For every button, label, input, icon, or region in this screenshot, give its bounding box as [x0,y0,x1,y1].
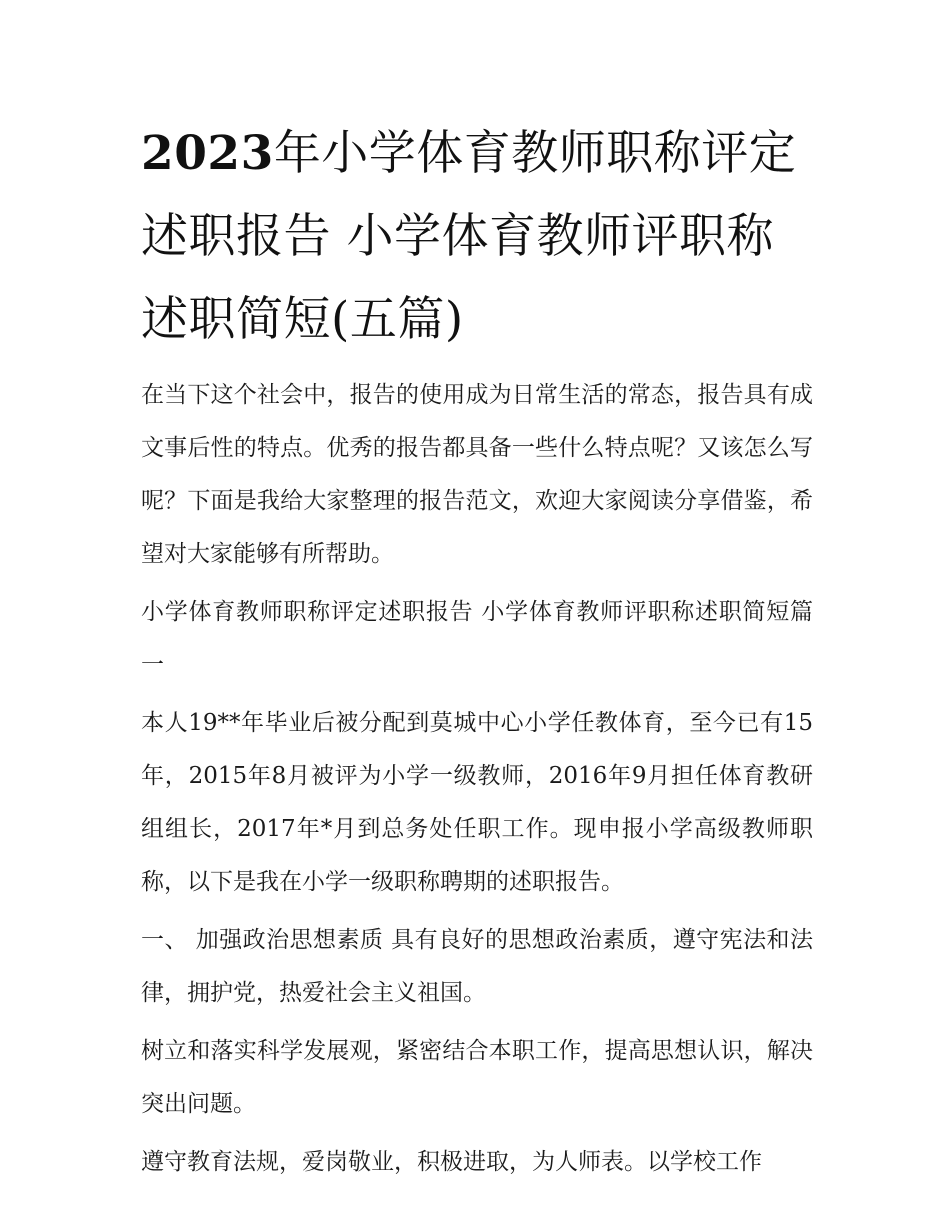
title-text: 年小学体育教师职称评定述职报告 小学体育教师评职称述职简短(五篇) [141,126,797,347]
title-year: 2023 [141,126,274,181]
body-paragraph: 本人19**年毕业后被分配到莫城中心小学任教体育，至今已有15年，2015年8月被评为小学一级教师，2016年9月担任体育教研组组长，2017年*月到总务处任职工作。现申报小学高级教师职称，以下是我在小学一级职称聘期的述职报告。 [141,710,813,895]
document-page [141,112,813,1194]
document-title [141,112,813,361]
body-paragraph: 一、 加强政治思想素质 具有良好的思想政治素质，遵守宪法和法律，拥护党，热爱社会主义祖国。 [141,927,813,1006]
body-paragraph: 树立和落实科学发展观，紧密结合本职工作，提高思想认识，解决突出问题。 [141,1038,813,1117]
body-paragraph: 遵守教育法规，爱岗敬业，积极进取，为人师表。以学校工作 [141,1149,762,1175]
intro-paragraph: 在当下这个社会中，报告的使用成为日常生活的常态，报告具有成文事后性的特点。优秀的报告都具备一些什么特点呢？又该怎么写呢？下面是我给大家整理的报告范文，欢迎大家阅读分享借鉴，希望对大家能够有所帮助。 [141,382,813,567]
section-heading: 小学体育教师职称评定述职报告 小学体育教师评职称述职简短篇一 [141,599,813,678]
